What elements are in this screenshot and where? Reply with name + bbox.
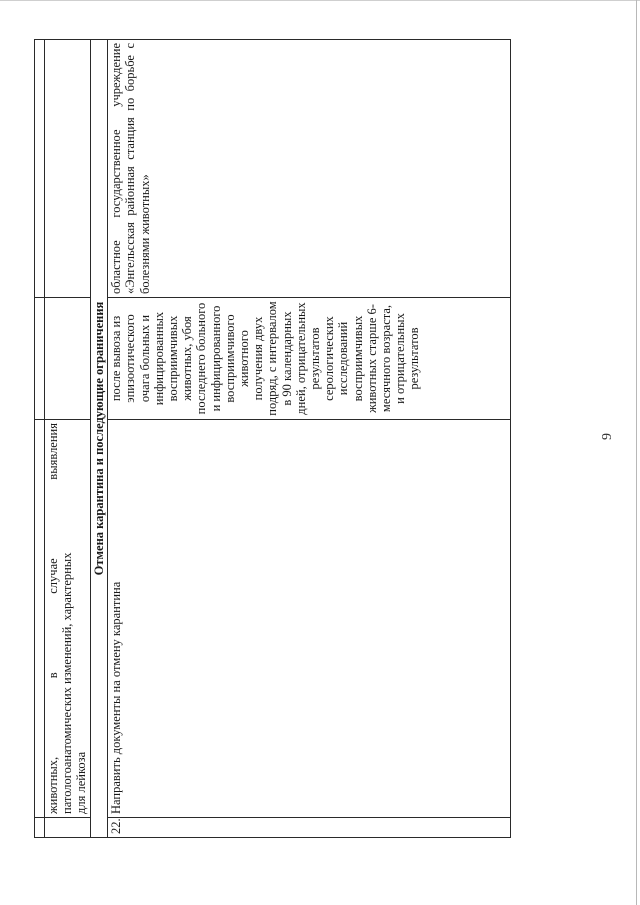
section-row [91,40,108,838]
section-title: Отмена карантина и последующие ограничения [91,40,108,838]
quarantine-plan-table [34,39,511,838]
continuation-line-3: для лейкоза [74,751,89,814]
table-row [108,40,511,838]
table-row [35,40,45,838]
action-cell: Направить документы на отмену карантина [108,420,511,818]
term-cell: после вывоза из эпизоотического очага больных и инфицированных восприимчивых животных, убоя последнего больного и инфицированного восприимчивого животного получения двух подряд, с интервалом в 90 календарных дней, отрицательных результатов серологических исследований восприимчивых животных старше 6-месячного возраста, и отрицательных результатов [108,298,511,420]
action-cell [45,420,91,818]
page-number: 9 [600,433,615,440]
scan-top-edge [0,0,640,1]
responsible-cell: областное государственное учреждение «Энгельсская районная станция по борьбе с болезнями животных» [108,40,511,298]
responsible-cell [45,40,91,298]
continuation-line-1: животных, в случае выявления [46,423,60,814]
row-number-cell: 22. [108,818,511,838]
scan-right-edge [636,0,637,905]
rotated-page [34,40,615,838]
term-cell [45,298,91,420]
table-row [45,40,91,838]
row-number-cell [45,818,91,838]
continuation-line-2: патологоанатомических изменений, характерных [60,552,75,814]
